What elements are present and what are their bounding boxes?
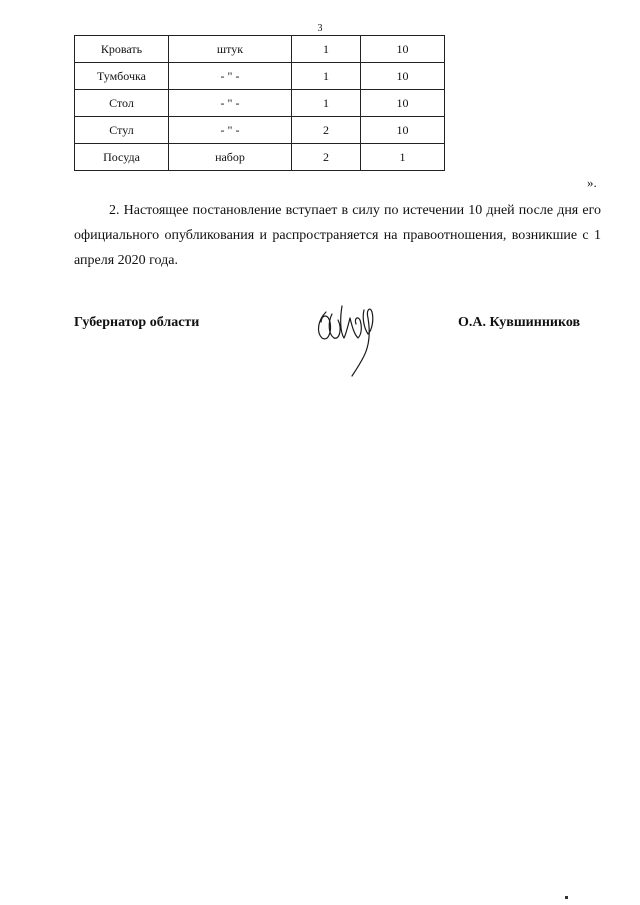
resolution-paragraph: 2. Настоящее постановление вступает в силу по истечении 10 дней после дня его официального опубликования и распространяется на правоотношения, возникшие с 1 апреля 2020 года. (74, 203, 601, 268)
item-quantity-cell: 2 (292, 144, 361, 171)
item-quantity-cell: 1 (292, 90, 361, 117)
handwritten-signature (312, 292, 390, 378)
item-name-cell: Стол (75, 90, 169, 117)
table-row (75, 90, 445, 117)
item-unit-cell: - " - (169, 117, 292, 144)
table-row (75, 117, 445, 144)
item-unit-cell: - " - (169, 63, 292, 90)
signatory-title: Губернатор области (74, 315, 200, 330)
item-quantity-cell: 10 (361, 63, 445, 90)
item-quantity-cell: 2 (292, 117, 361, 144)
item-quantity-cell: 1 (361, 144, 445, 171)
item-quantity-cell: 10 (361, 36, 445, 63)
item-quantity-cell: 1 (292, 36, 361, 63)
page-number: 3 (317, 23, 323, 34)
table-row (75, 63, 445, 90)
closing-quote: ». (587, 175, 597, 190)
items-table (74, 35, 445, 171)
table-row (75, 144, 445, 171)
signatory-name: О.А. Кувшинников (458, 315, 581, 330)
item-quantity-cell: 10 (361, 90, 445, 117)
item-unit-cell: штук (169, 36, 292, 63)
item-name-cell: Стул (75, 117, 169, 144)
item-name-cell: Посуда (75, 144, 169, 171)
table-row (75, 36, 445, 63)
item-name-cell: Кровать (75, 36, 169, 63)
item-unit-cell: набор (169, 144, 292, 171)
item-quantity-cell: 1 (292, 63, 361, 90)
item-name-cell: Тумбочка (75, 63, 169, 90)
scan-mark (565, 896, 568, 899)
item-unit-cell: - " - (169, 90, 292, 117)
item-quantity-cell: 10 (361, 117, 445, 144)
